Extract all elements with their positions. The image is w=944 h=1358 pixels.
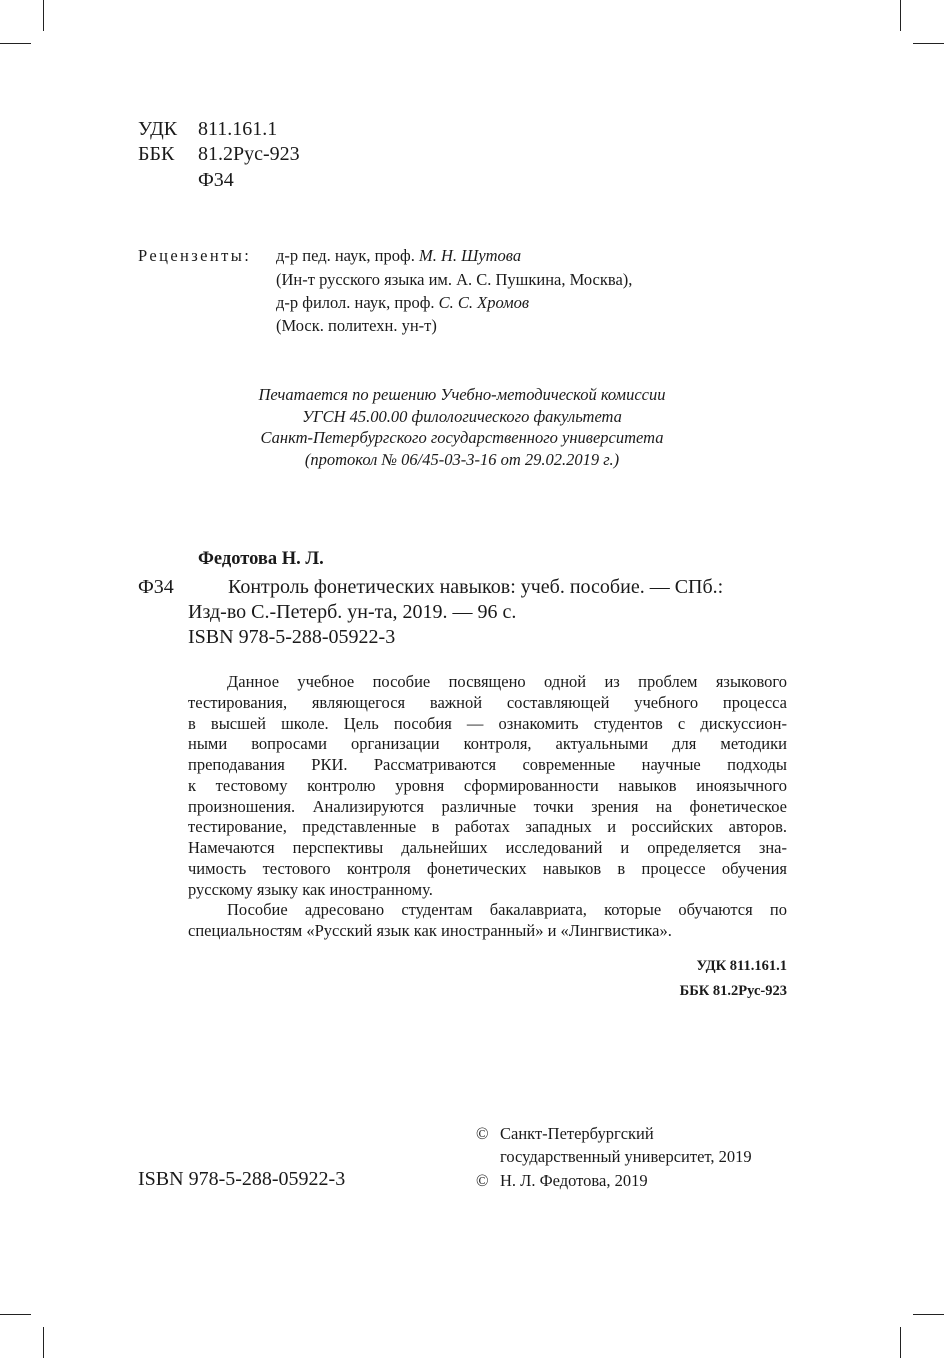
crop-mark [43,0,44,31]
annotation-line: Данное учебное пособие посвящено одной из проблем языкового [227,672,787,691]
crop-mark [0,43,31,44]
bib-title-line: Контроль фонетических навыков: учеб. пособие. — СПб.: [228,576,724,598]
reviewers-label: Рецензенты: [138,246,252,265]
bib-publisher-line: Изд-во С.-Петерб. ун-та, 2019. — 96 с. [188,601,517,623]
approval-line: (протокол № 06/45-03-3-16 от 29.02.2019 г.) [304,449,620,469]
annotation-line: специальностям «Русский язык как иностранный» и «Лингвистика». [188,921,672,940]
annotation-line: к тестовому контролю уровня сформированности навыков иноязычного [188,775,787,795]
annotation-line: чимость тестового контроля фонетических навыков в процессе обучения [188,858,787,878]
annotation-line: тестирования, являющегося важной составляющей учебного процесса [188,692,787,712]
annotation-line: в высшей школе. Цель пособия — ознакомить студентов с дискуссион- [188,713,787,733]
author-name: Федотова Н. Л. [198,549,324,569]
annotation-line: преподавания РКИ. Рассматриваются современные научные подходы [188,755,787,774]
crop-mark [43,1327,44,1358]
approval-line: Печатается по решению Учебно-методической комиссии [258,385,666,404]
approval-note [200,384,724,470]
udk-index: УДК 811.161.1 [696,958,787,974]
annotation-line: Намечаются перспективы дальнейших исследований и определяется зна- [188,838,787,857]
crop-mark [900,1327,901,1358]
crop-mark [913,43,944,44]
annotation-line: Пособие адресовано студентам бакалавриата, которые обучаются по [227,900,787,920]
bib-isbn-line: ISBN 978-5-288-05922-3 [188,626,396,648]
annotation-line: ными вопросами организации контроля, актуальными для методики [188,734,787,754]
footer-isbn: ISBN 978-5-288-05922-3 [138,1168,346,1190]
approval-line: УГСН 45.00.00 филологического факультета [302,406,622,426]
annotation-line: русскому языку как иностранному. [188,879,433,899]
crop-mark [0,1314,31,1315]
bbk-label: ББК [138,143,175,165]
annotation [188,672,787,942]
copyright-author: Н. Л. Федотова, 2019 [500,1171,648,1190]
annotation-line: тестирование, представленные в работах западных и российских авторов. [188,817,787,837]
reviewer-line: д-р пед. наук, проф. М. Н. Шутова [276,246,522,265]
copyright-holder-line: государственный университет, 2019 [500,1147,752,1166]
reviewer-line: (Ин-т русского языка им. А. С. Пушкина, Москва), [276,270,633,289]
reviewer-line: д-р филол. наук, проф. С. С. Хромов [276,293,530,312]
copyright-symbol: © [476,1171,489,1190]
approval-line: Санкт-Петербургского государственного университета [260,428,664,447]
crop-mark [900,0,901,31]
reviewer-line: (Моск. политехн. ун-т) [276,316,437,335]
annotation-line: произношения. Анализируются различные точки зрения на фонетическое [188,796,787,816]
crop-mark [913,1314,944,1315]
copyright-symbol: © [476,1124,489,1143]
bib-mark: Ф34 [138,576,174,598]
author-mark: Ф34 [198,169,234,191]
udk-label: УДК [138,118,178,140]
bbk-value: 81.2Рус-923 [198,143,300,165]
copyright-holder-line: Санкт-Петербургский [500,1124,654,1143]
udk-value: 811.161.1 [198,118,278,140]
bbk-index: ББК 81.2Рус-923 [679,983,787,999]
